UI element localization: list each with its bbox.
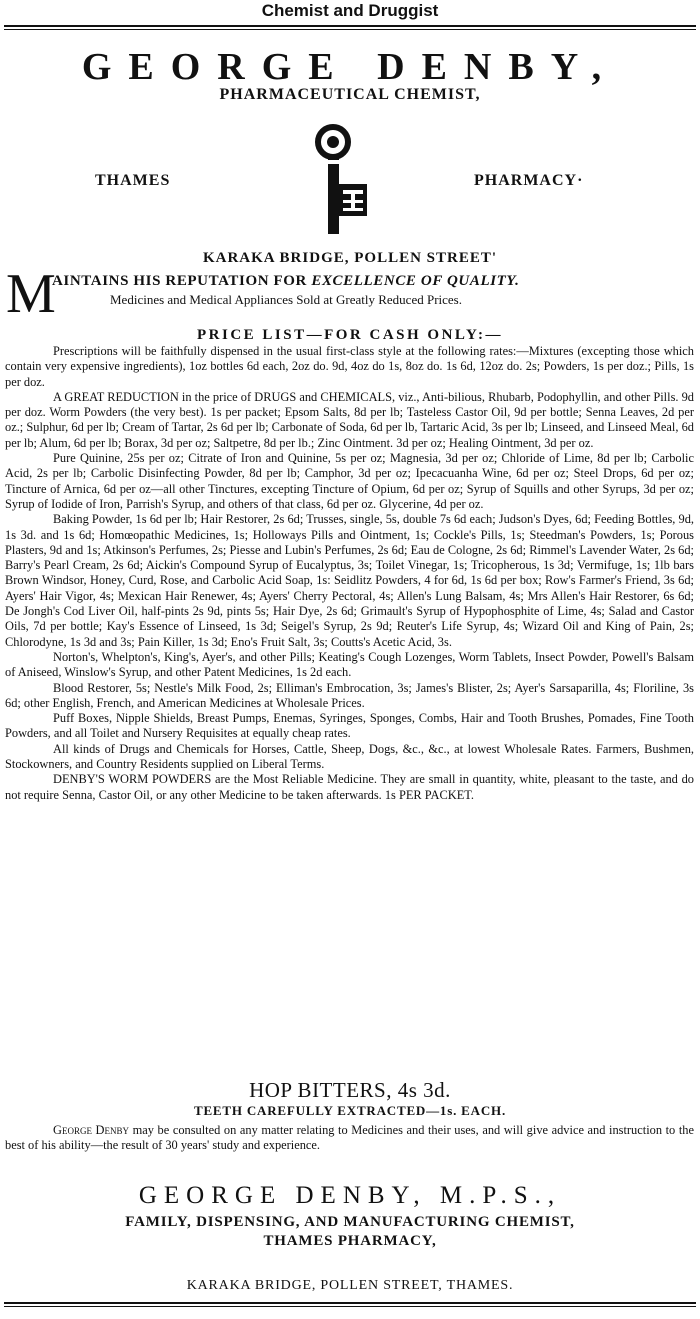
masthead-right-word: PHARMACY· bbox=[474, 172, 584, 189]
footer-rule-thick bbox=[4, 1302, 696, 1304]
footer-description bbox=[0, 1213, 700, 1251]
reputation-emphasis: EXCELLENCE OF QUALITY. bbox=[311, 273, 520, 289]
consult-text: may be consulted on any matter relating to Medicines and their uses, and will give advice and instruction to the best of his ability—the result of 30 years' study and experience. bbox=[5, 1123, 694, 1153]
paragraph-drugs-chemicals: A GREAT REDUCTION in the price of DRUGS and CHEMICALS, viz., Anti-bilious, Rhubarb, Podophyllin, and other Pills. 9d per doz. Worm Powders (the very best). 1s per packet; Epsom Salts, 8d per lb; Tasteless Castor Oil, 9d per bottle; Senna Leaves, 2d per oz.; Sulphur, 6d per lb; Cream of Tartar, 2s 6d per lb; Carbonate of Soda, 6d per lb, Tartaric Acid, 3s per lb; Linseed, and Linseed Meal, 6d per lb; Alum, 6d per lb; Borax, 3d per oz; Saltpetre, 8d per lb.; Zinc Ointment. 3d per oz; Healing Ointment, 3d per oz. bbox=[5, 389, 694, 450]
consult-name: George Denby bbox=[53, 1123, 129, 1137]
shop-address: KARAKA BRIDGE, POLLEN STREET' bbox=[202, 250, 498, 266]
footer-name: GEORGE DENBY, M.P.S., bbox=[138, 1182, 562, 1209]
consultation-paragraph bbox=[5, 1123, 694, 1154]
paragraph-blood-restorer: Blood Restorer, 5s; Nestle's Milk Food, 2s; Elliman's Embrocation, 3s; James's Blister, 2s; Ayer's Sarsaparilla, 4s; Floriline, 3s 6d; other English, French, and American Medicines at Wholesale Prices. bbox=[5, 680, 694, 710]
paragraph-pills: Norton's, Whelpton's, King's, Ayer's, and other Pills; Keating's Cough Lozenges, Worm Tablets, Insect Powder, Powell's Balsam of Aniseed, Winslow's Syrup, and other Patent Medicines, 1s 2d each. bbox=[5, 649, 694, 680]
header-rule-thick bbox=[4, 25, 696, 27]
header-rule-thin bbox=[4, 29, 696, 30]
paragraph-quinine: Pure Quinine, 25s per oz; Citrate of Iron and Quinine, 5s per oz; Magnesia, 3d per oz; Chloride of Lime, 8d per lb; Carbolic Acid, 2s per lb; Carbolic Disinfecting Powder, 8d per lb; Camphor, 3d per oz; Ipecacuanha Wine, 6d per oz; Steel Drops, 6d per oz; Tincture of Arnica, 6d per oz—all other Tinctures, excepting Tincture of Opium, 6d per oz; Syrup of Squills and other Syrups, 3d per oz; Syrup of Iodide of Iron, Parrish's Syrup, and others of that class, 6d per oz. Glycerine, 4d per oz. bbox=[5, 451, 694, 511]
drop-cap: M bbox=[6, 263, 56, 325]
teeth-extraction-line: TEETH CAREFULLY EXTRACTED—1s. EACH. bbox=[193, 1103, 506, 1118]
key-icon bbox=[313, 124, 383, 236]
hop-bitters-line: HOP BITTERS, 4s 3d. bbox=[249, 1078, 451, 1102]
reduced-prices-line: Medicines and Medical Appliances Sold at Greatly Reduced Prices. bbox=[110, 292, 462, 307]
footer-line-1: FAMILY, DISPENSING, AND MANUFACTURING CHEMIST, bbox=[125, 1214, 575, 1230]
reputation-line bbox=[52, 273, 696, 290]
paragraph-prescriptions: Prescriptions will be faithfully dispensed in the usual first-class style at the following rates:—Mixtures (excepting those which contain very expensive ingredients), 1oz bottles 6d each, 2oz do. 9d, 4oz do 1s, 8oz do. 1s 6d, 12oz do. 2s; Powders, 1s per doz.; Pills, 1s per doz. bbox=[5, 344, 694, 389]
paragraph-toilet-patent: Baking Powder, 1s 6d per lb; Hair Restorer, 2s 6d; Trusses, single, 5s, double 7s 6d each; Judson's Dyes, 6d; Feeding Bottles, 9d, 1s 3d. and 1s 6d; Homœopathic Medicines, 1s; Holloways Pills and Ointment, 1s; Cockle's Pills, 1s; Steedman's Powders, 1s; Porous Plasters, 9d and 1s; Atkinson's Perfumes, 2s; Piesse and Lubin's Perfumes, 2s 6d; Eau de Cologne, 2s 6d; Rimmel's Lavender Water, 2s 6d; Barry's Pearl Cream, 2s 6d; Aickin's Compound Syrup of Eucalyptus, 3s; Toilet Vinegar, 1s; Tricopherous, 1s 3d; Vermifuge, 1s; 1lb bars Brown Windsor, Honey, Curd, Rose, and Carbolic Acid Soap, 1s: Seidlitz Powders, 4 for 6d, 1s 6d per box; Row's Farmer's Friend, 3s 6d; Ayers' Hair Vigor, 4s; Mexican Hair Renewer, 4s; Ayers' Cherry Pectoral, 4s; Allen's Lung Balsam, 4s; Mrs Allen's Hair Restorer, 6s 6d; De Jongh's Cod Liver Oil, half-pints 2s 9d, pints 5s; Hair Dye, 2s 6d; Grimault's Syrup of Hypophosphite of Lime, 4s; Salad and Castor Oils, 7d per bottle; Kay's Essence of Linseed, 1s 3d; Seigel's Syrup, 2s 9d; Reuter's Life Syrup, 4s; Wizard Oil and King of Pain, 2s; Chlorodyne, 1s 3d and 3s; Pain Killer, 1s 3d; Eno's Fruit Salt, 3s; Coutts's Acetic Acid, 3s. bbox=[5, 512, 694, 649]
proprietor-title: PHARMACEUTICAL CHEMIST, bbox=[219, 86, 481, 103]
section-header: Chemist and Druggist bbox=[261, 1, 439, 20]
reputation-text: AINTAINS HIS REPUTATION FOR bbox=[52, 273, 312, 289]
paragraph-animals: All kinds of Drugs and Chemicals for Horses, Cattle, Sheep, Dogs, &c., &c., at lowest Wholesale Rates. Farmers, Bushmen, Stockowners, and Country Residents supplied on Liberal Terms. bbox=[5, 741, 694, 772]
footer-address: KARAKA BRIDGE, POLLEN STREET, THAMES. bbox=[186, 1278, 514, 1293]
footer-rule-thin bbox=[4, 1306, 696, 1307]
paragraph-nursery: Puff Boxes, Nipple Shields, Breast Pumps, Enemas, Syringes, Sponges, Combs, Hair and Tooth Brushes, Pomades, Fine Tooth Powders, and all Toilet and Nursery Requisites at equally cheap rates. bbox=[5, 711, 694, 741]
paragraph-worm-powders: DENBY'S WORM POWDERS are the Most Reliable Medicine. They are small in quantity, white, pleasant to the taste, and do not require Senna, Castor Oil, or any other Medicine to be taken afterwards. 1s PER PACKET. bbox=[5, 772, 694, 802]
proprietor-name: GEORGE DENBY, bbox=[81, 46, 619, 88]
masthead-left-word: THAMES bbox=[95, 172, 171, 189]
price-list-body bbox=[5, 344, 694, 803]
price-list-heading: PRICE LIST—FOR CASH ONLY:— bbox=[196, 327, 504, 343]
footer-line-2: THAMES PHARMACY, bbox=[263, 1233, 437, 1249]
